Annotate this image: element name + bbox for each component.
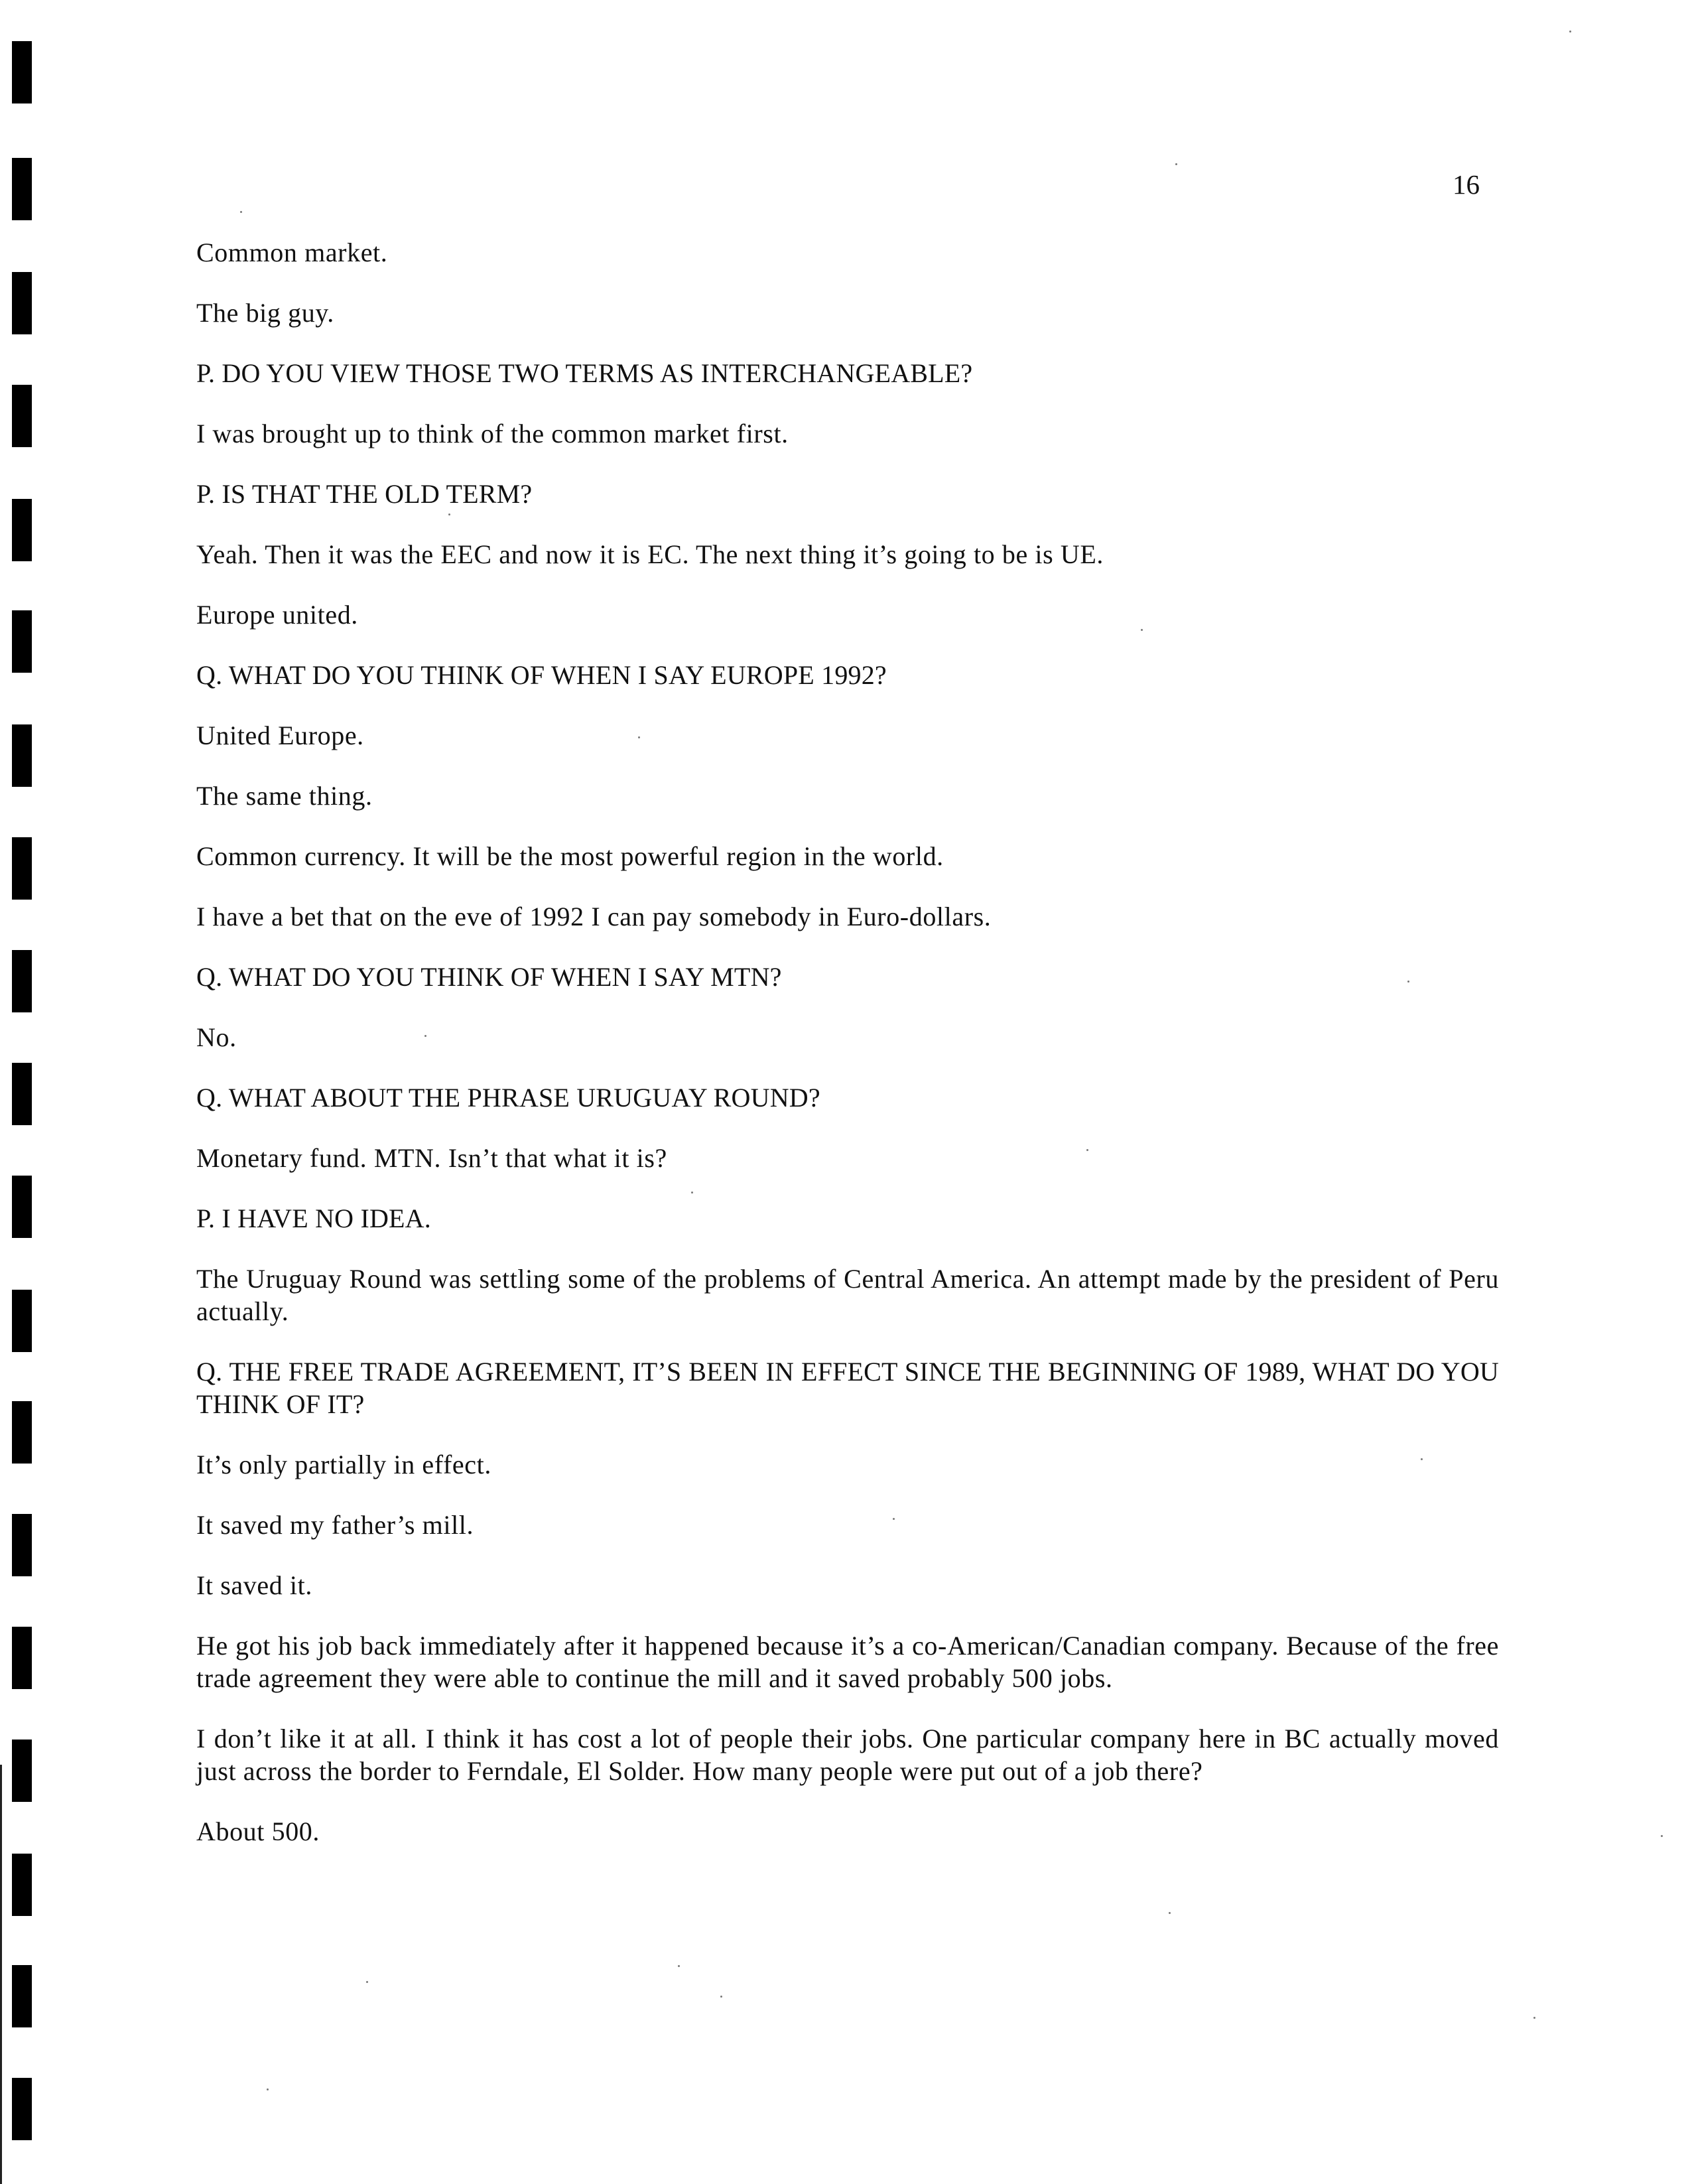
binding-mark — [12, 1290, 32, 1352]
scan-speck — [1175, 163, 1177, 165]
scan-speck — [678, 1965, 680, 1967]
answer-paragraph: He got his job back immediately after it happened because it’s a co-American/Canadian company. Because of the free trade agreement they were able to continue the mill and it saved probably 500 jobs. — [196, 1631, 1499, 1693]
answer-paragraph: I have a bet that on the eve of 1992 I can pay somebody in Euro-dollars. — [196, 902, 992, 931]
scan-speck — [1661, 1835, 1663, 1837]
answer-paragraph: It’s only partially in effect. — [196, 1450, 491, 1479]
question-paragraph: P. IS THAT THE OLD TERM? — [196, 479, 533, 509]
binding-mark — [12, 1514, 32, 1576]
answer-paragraph: The big guy. — [196, 298, 334, 328]
binding-mark — [12, 1176, 32, 1238]
binding-mark — [12, 610, 32, 673]
answer-paragraph: The same thing. — [196, 781, 373, 811]
binding-mark — [12, 41, 32, 103]
answer-paragraph: It saved my father’s mill. — [196, 1510, 474, 1540]
binding-mark — [12, 950, 32, 1012]
question-paragraph: P. DO YOU VIEW THOSE TWO TERMS AS INTERCHANGEABLE? — [196, 358, 973, 388]
binding-mark — [12, 1854, 32, 1916]
answer-paragraph: It saved it. — [196, 1570, 312, 1600]
answer-paragraph: I was brought up to think of the common market first. — [196, 419, 789, 448]
answer-paragraph: Common currency. It will be the most powerful region in the world. — [196, 841, 944, 871]
answer-paragraph: No. — [196, 1022, 237, 1052]
binding-mark — [12, 158, 32, 220]
binding-mark — [12, 1401, 32, 1464]
answer-paragraph: Common market. — [196, 238, 388, 267]
answer-paragraph: About 500. — [196, 1816, 320, 1846]
answer-paragraph: The Uruguay Round was settling some of the problems of Central America. An attempt made by the president of Peru actually. — [196, 1264, 1499, 1326]
transcript-body — [196, 236, 1499, 1848]
page-number: 16 — [1453, 169, 1480, 200]
answer-paragraph: Yeah. Then it was the EEC and now it is EC. The next thing it’s going to be is UE. — [196, 539, 1104, 569]
scan-speck — [1169, 1912, 1171, 1914]
binding-mark — [12, 272, 32, 334]
binding-mark — [12, 385, 32, 447]
scan-speck — [267, 2088, 269, 2090]
binding-mark — [12, 1740, 32, 1802]
answer-paragraph: Monetary fund. MTN. Isn’t that what it is? — [196, 1143, 667, 1173]
binding-mark — [12, 1965, 32, 2027]
binding-mark — [12, 2078, 32, 2140]
question-paragraph: P. I HAVE NO IDEA. — [196, 1203, 431, 1233]
binding-mark — [12, 1063, 32, 1125]
question-paragraph: Q. WHAT DO YOU THINK OF WHEN I SAY EUROPE 1992? — [196, 660, 887, 690]
binding-mark — [12, 1627, 32, 1689]
question-paragraph: Q. WHAT ABOUT THE PHRASE URUGUAY ROUND? — [196, 1083, 820, 1113]
scan-speck — [1569, 31, 1571, 33]
question-paragraph: Q. THE FREE TRADE AGREEMENT, IT’S BEEN IN EFFECT SINCE THE BEGINNING OF 1989, WHAT DO YOU THINK OF IT? — [196, 1357, 1499, 1419]
page-edge-line — [0, 1765, 2, 2184]
answer-paragraph: I don’t like it at all. I think it has cost a lot of people their jobs. One particular company here in BC actually moved just across the border to Ferndale, El Solder. How many people were put out of a job there? — [196, 1724, 1499, 1786]
binding-mark — [12, 724, 32, 787]
scan-speck — [366, 1981, 368, 1983]
scan-speck — [240, 211, 242, 213]
answer-paragraph: United Europe. — [196, 720, 364, 750]
answer-paragraph: Europe united. — [196, 600, 358, 630]
binding-mark — [12, 837, 32, 900]
binding-mark — [12, 499, 32, 561]
question-paragraph: Q. WHAT DO YOU THINK OF WHEN I SAY MTN? — [196, 962, 782, 992]
scan-speck — [1533, 2017, 1535, 2019]
scan-speck — [720, 1996, 722, 1998]
